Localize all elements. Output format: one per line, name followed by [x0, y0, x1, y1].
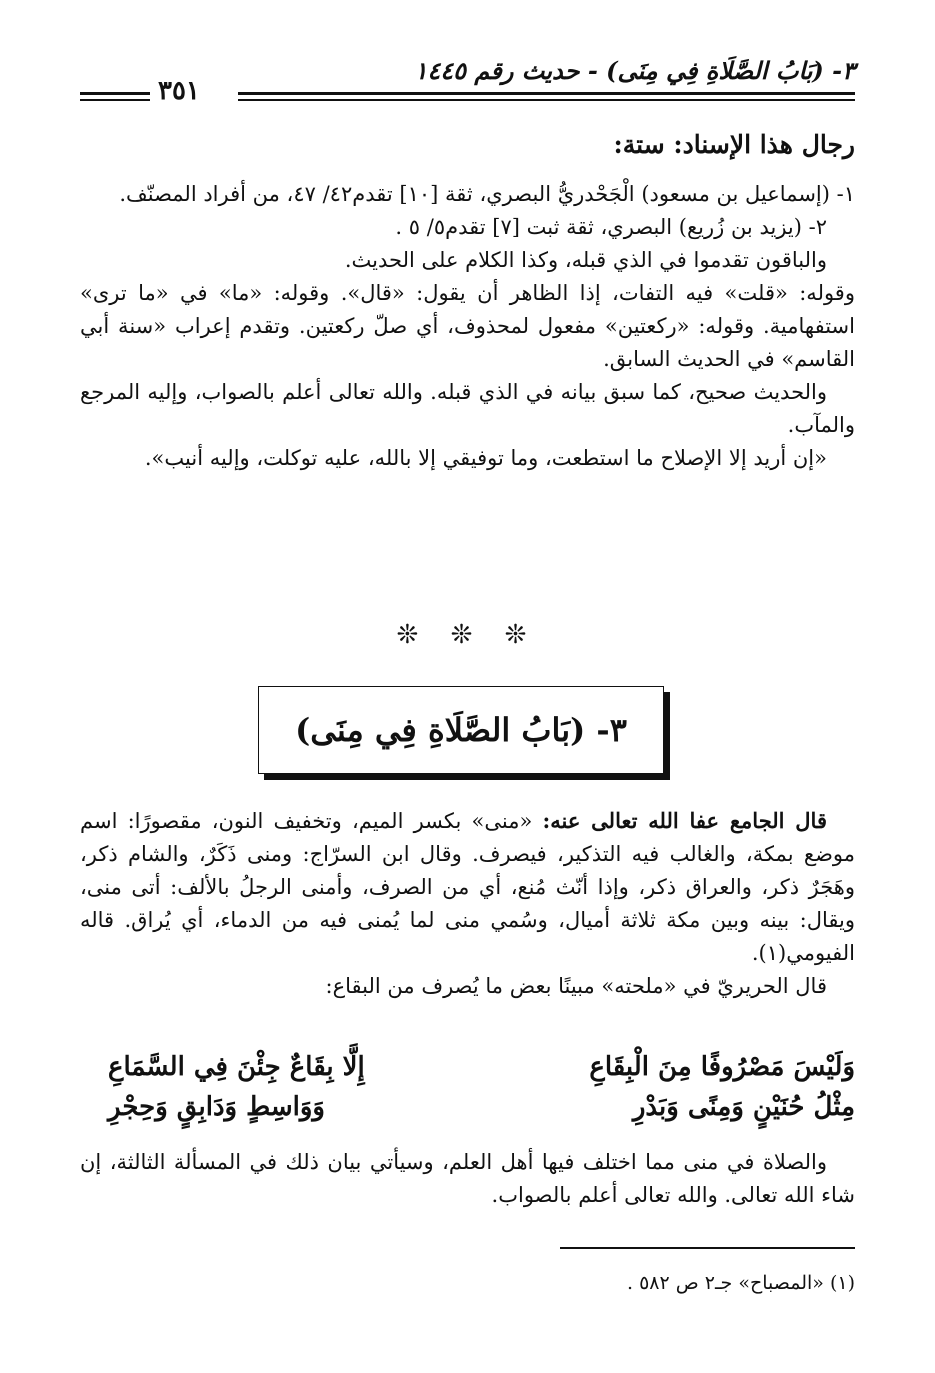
poem-line [108, 1092, 855, 1122]
poem-line [108, 1052, 855, 1082]
paragraph-text: «منى» بكسر الميم، وتخفيف النون، مقصورًا: اسم موضع بمكة، والغالب فيه التذكير، فيصرف. وقال ابن السرّاج: ومنى ذَكَرٌ، والشام ذكر، وهَجَرٌ ذكر، والعراق ذكر، وإذا أنّث مُنع، أي من الصرف، وأمنى الرجلُ بالألف: أتى منى، ويقال: بينه وبين مكة ثلاثة أميال، وسُمي منى لما يُمنى فيه من الدماء، أي يُراق. قاله الفيومي(١). [80, 809, 856, 965]
hemistich: وَوَاسِطٍ وَدَابِقٍ وَحِجْرِ [108, 1092, 325, 1122]
footnote: (١) «المصباح» جـ٢ ص ٥٨٢ . [626, 1272, 855, 1294]
chapter-title: ٣- (بَابُ الصَّلَاةِ فِي مِنَى) [295, 711, 627, 749]
running-header-title: ٣- (بَابُ الصَّلَاةِ فِي مِنَى) - حديث رقم ١٤٤٥ [414, 56, 855, 85]
page-number: ٣٥١ [158, 76, 200, 106]
paragraph: وقوله: «قلت» فيه التفات، إذا الظاهر أن يقول: «قال». وقوله: «ما» في «ما ترى» استفهامية. وقوله: «ركعتين» مفعول لمحذوف، أي صلّ ركعتين. وتقدم إعراب «سنة أبي القاسم» في الحديث السابق. [80, 281, 855, 371]
footnote-rule [560, 1247, 855, 1249]
hemistich: وَلَيْسَ مَصْرُوفًا مِنَ الْبِقَاعِ [589, 1052, 855, 1082]
paragraph: والحديث صحيح، كما سبق بيانه في الذي قبله. والله تعالى أعلم بالصواب، وإليه المرجع والمآب. [80, 380, 855, 437]
hemistich: إِلَّا بِقَاعٌ جِئْنَ فِي السَّمَاعِ [108, 1052, 365, 1082]
section-heading: رجال هذا الإسناد: ستة: [613, 130, 855, 159]
chapter-title-box [258, 686, 664, 774]
header-rule [80, 92, 150, 95]
paragraph: ٢- (يزيد بن زُريع) البصري، ثقة ثبت [٧] تقدم٥/ ٥ . [395, 215, 827, 239]
author-intro: قال الجامع عفا الله تعالى عنه: [542, 808, 827, 833]
paragraph: قال الحريريّ في «ملحته» مبينًا بعض ما يُصرف من البقاع: [325, 974, 827, 998]
paragraph: ١- (إسماعيل بن مسعود) الْجَحْدريُّ البصري، ثقة [١٠] تقدم٤٢/ ٤٧، من أفراد المصنّف. [119, 182, 855, 206]
paragraph: والصلاة في منى مما اختلف فيها أهل العلم، وسيأتي بيان ذلك في المسألة الثالثة، إن شاء الله تعالى. والله تعالى أعلم بالصواب. [80, 1150, 855, 1207]
closing-block [80, 1146, 855, 1212]
hemistich: مِثْلُ حُنَيْنٍ وَمِنًى وَبَدْرِ [632, 1092, 855, 1122]
header-rule [238, 99, 855, 101]
paragraph [80, 804, 855, 970]
section-separator: ❊ ❊ ❊ [396, 620, 539, 650]
header-rule [80, 99, 150, 101]
paragraph: والباقون تقدموا في الذي قبله، وكذا الكلام على الحديث. [344, 248, 827, 272]
commentary-block [80, 804, 855, 1003]
paragraph: «إن أريد إلا الإصلاح ما استطعت، وما توفيقي إلا بالله، عليه توكلت، وإليه أنيب». [144, 446, 827, 470]
narrators-block [80, 178, 855, 475]
header-rule [238, 92, 855, 95]
